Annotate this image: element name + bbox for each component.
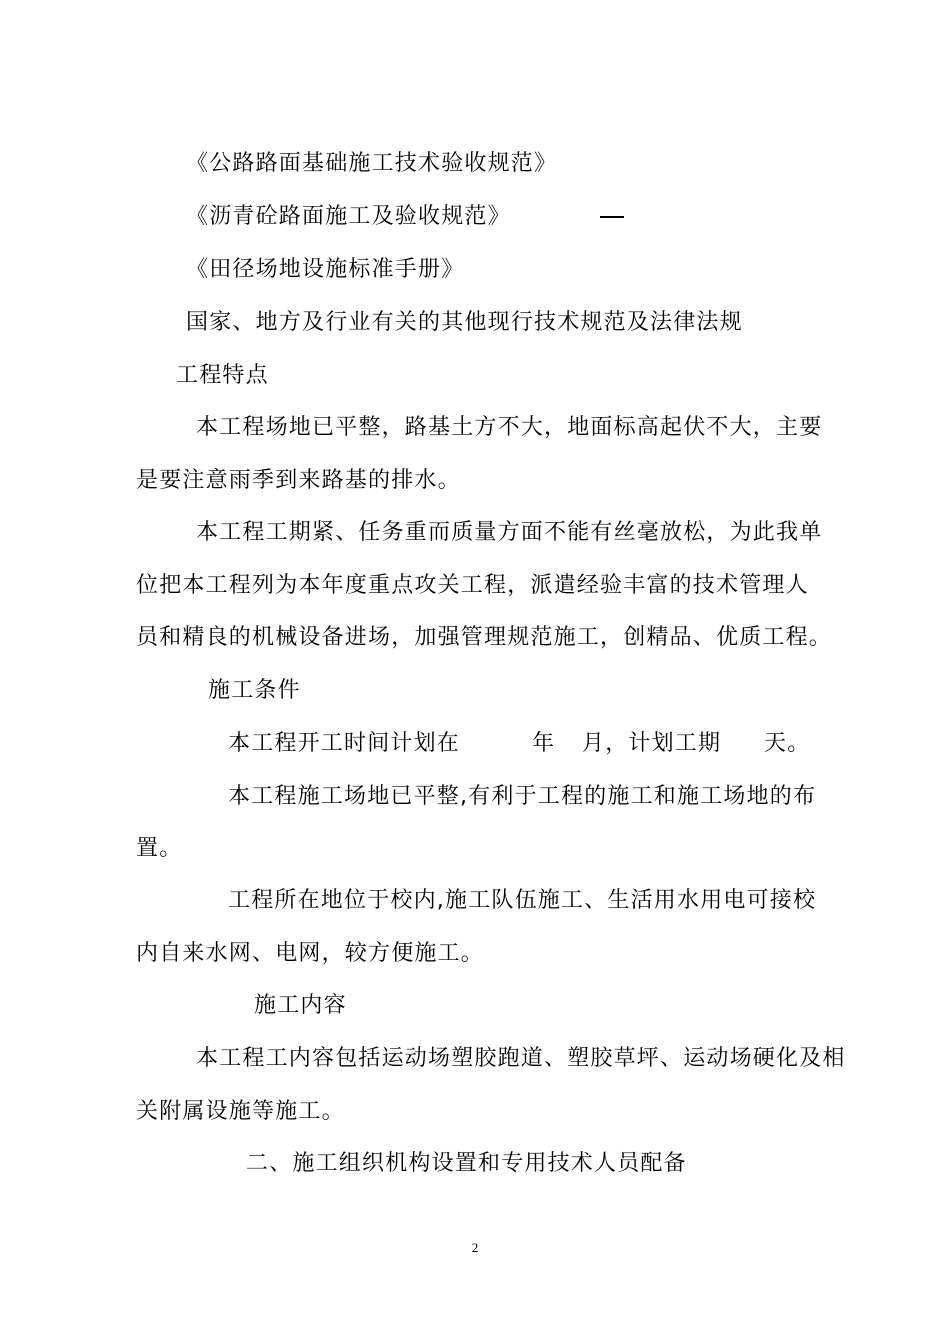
paragraph-line: 本工程场地已平整，路基土方不大，地面标高起伏不大，主要	[196, 415, 823, 440]
month-duration-label: 月，计划工期	[582, 731, 722, 756]
paragraph-line: 关附属设施等施工。	[136, 1099, 345, 1124]
paragraph-line: 是要注意雨季到来路基的排水。	[136, 468, 461, 493]
paragraph-line: 员和精良的机械设备进场，加强管理规范施工，创精品、优质工程。	[136, 625, 833, 650]
reference-4: 国家、地方及行业有关的其他现行技术规范及法律法规	[186, 310, 743, 335]
paragraph-line: 工程所在地位于校内,施工队伍施工、生活用水用电可接校	[228, 888, 817, 913]
paragraph-line: 本工程施工场地已平整,有利于工程的施工和施工场地的布	[228, 784, 817, 809]
section-heading-features: 工程特点	[176, 363, 269, 388]
dash-mark	[600, 216, 624, 218]
section-heading-conditions: 施工条件	[208, 678, 301, 703]
paragraph-line: 本工程工内容包括运动场塑胶跑道、塑胶草坪、运动场硬化及相	[196, 1046, 846, 1071]
paragraph-line: 位把本工程列为本年度重点攻关工程，派遣经验丰富的技术管理人	[136, 573, 809, 598]
page-number: 2	[471, 1240, 479, 1255]
reference-3: 《田径场地设施标准手册》	[186, 257, 465, 282]
chapter-heading: 二、施工组织机构设置和专用技术人员配备	[246, 1151, 687, 1176]
year-label: 年	[532, 731, 556, 756]
paragraph-line: 本工程工期紧、任务重而质量方面不能有丝毫放松，为此我单	[196, 520, 823, 545]
paragraph-line: 内自来水网、电网，较方便施工。	[136, 941, 485, 966]
reference-1: 《公路路面基础施工技术验收规范》	[186, 151, 558, 176]
section-heading-content: 施工内容	[254, 993, 347, 1018]
reference-2: 《沥青砼路面施工及验收规范》	[186, 204, 511, 229]
start-date-text: 本工程开工时间计划在	[228, 731, 461, 756]
days-label: 天。	[764, 731, 811, 756]
paragraph-line: 置。	[136, 836, 183, 861]
